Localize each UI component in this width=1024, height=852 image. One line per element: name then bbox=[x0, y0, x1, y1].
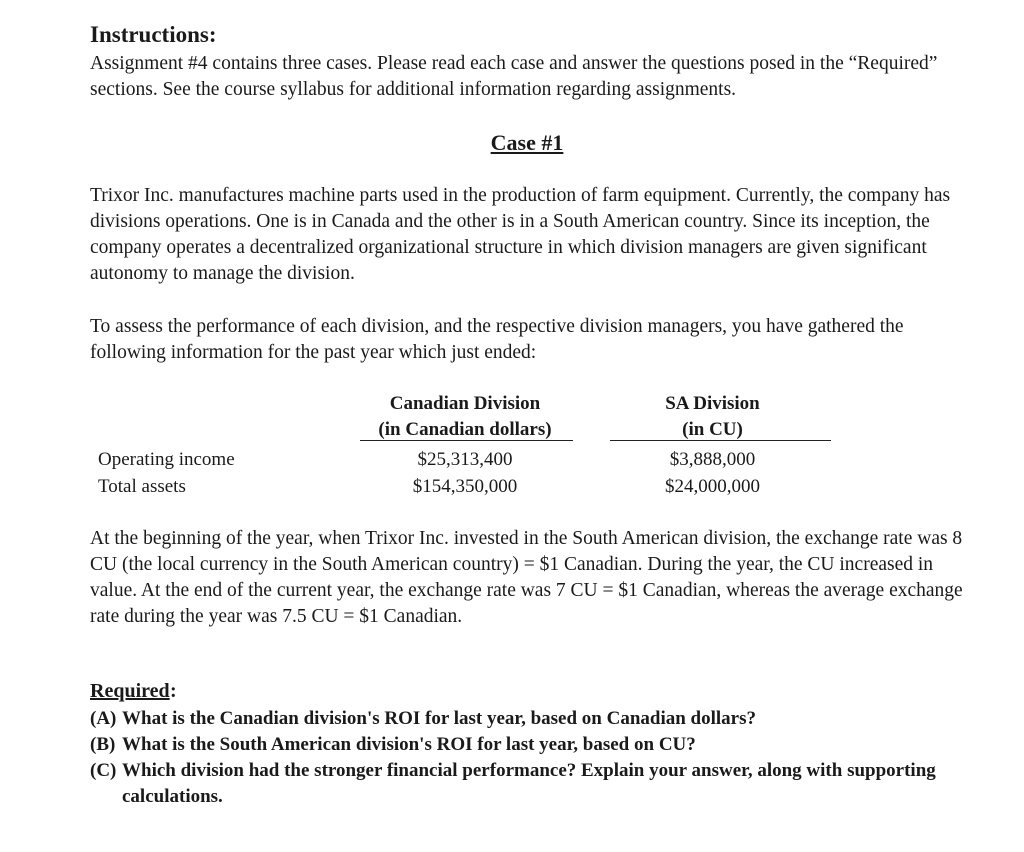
required-heading bbox=[90, 680, 170, 703]
cell-canadian-total-assets: $154,350,000 bbox=[412, 476, 518, 497]
instructions-heading: Instructions: bbox=[90, 22, 217, 47]
required-item-text: Which division had the stronger financial performance? Explain your answer, along with supporting calculations. bbox=[122, 760, 936, 807]
exchange-rate-text: At the beginning of the year, when Trixor Inc. invested in the South American division, the exchange rate was 8 CU (the local currency in the South American country) = $1 Canadian. During the year, the CU increased in value. At the end of the current year, the exchange rate was 7 CU = $1 Canadian, whereas the average exchange rate during the year was 7.5 CU = $1 Canadian. bbox=[90, 528, 963, 627]
column-header-sa-unit: (in CU) bbox=[682, 419, 743, 440]
cell-sa-total-assets: $24,000,000 bbox=[665, 476, 760, 497]
column-header-canadian-unit: (in Canadian dollars) bbox=[378, 419, 552, 440]
required-item-c bbox=[90, 758, 990, 810]
required-colon: : bbox=[170, 680, 177, 702]
cell-sa-operating-income: $3,888,000 bbox=[669, 449, 756, 470]
column-header-sa-title: SA Division bbox=[665, 393, 760, 414]
required-label: Required bbox=[90, 680, 170, 702]
assessment-text: To assess the performance of each division, and the respective division managers, you have gathered the following information for the past year which just ended: bbox=[90, 316, 904, 363]
required-item-letter: (A) bbox=[90, 708, 117, 729]
header-rule-canadian bbox=[360, 440, 573, 441]
cell-canadian-operating-income: $25,313,400 bbox=[417, 449, 513, 470]
column-header-sa bbox=[610, 391, 815, 443]
instructions-text: Assignment #4 contains three cases. Please read each case and answer the questions posed in the “Required” sections. See the course syllabus for additional information regarding assignments. bbox=[90, 53, 938, 100]
required-item-b bbox=[90, 732, 990, 758]
row-label-operating-income: Operating income bbox=[98, 449, 235, 470]
required-item-text: What is the South American division's ROI for last year, based on CU? bbox=[122, 734, 696, 755]
case-description: Trixor Inc. manufactures machine parts used in the production of farm equipment. Currently, the company has divisions operations. One is in Canada and the other is in a South American country. Since its inception, the company operates a decentralized organizational structure in which division managers are given significant autonomy to manage the division. bbox=[90, 185, 951, 284]
row-label-total-assets: Total assets bbox=[98, 476, 186, 497]
required-list bbox=[90, 706, 990, 810]
header-rule-sa bbox=[610, 440, 831, 441]
column-header-canadian bbox=[360, 391, 570, 443]
column-header-canadian-title: Canadian Division bbox=[389, 393, 541, 414]
required-item-letter: (B) bbox=[90, 734, 116, 755]
case-title: Case #1 bbox=[490, 130, 564, 155]
required-item-a bbox=[90, 706, 990, 732]
required-item-text: What is the Canadian division's ROI for last year, based on Canadian dollars? bbox=[122, 708, 756, 729]
required-item-letter: (C) bbox=[90, 760, 117, 781]
